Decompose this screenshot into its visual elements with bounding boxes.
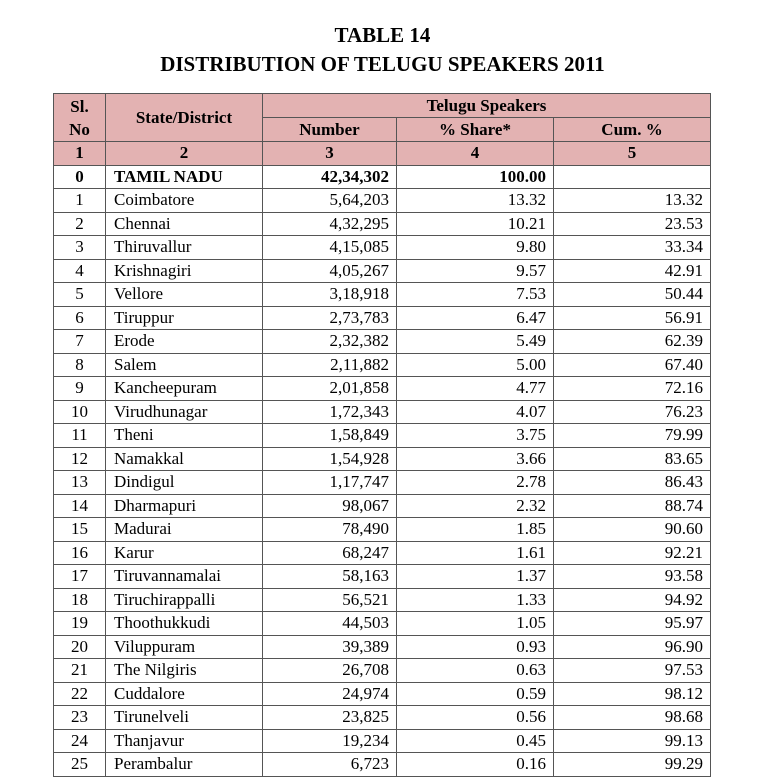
cell-number: 98,067 [263,494,397,518]
cell-number: 26,708 [263,659,397,683]
cell-district-name: Tiruchirappalli [106,588,263,612]
cell-sl-no: 24 [54,729,106,753]
cell-cum: 86.43 [554,471,711,495]
district-row [54,659,711,683]
cell-cum: 79.99 [554,424,711,448]
cell-number: 6,723 [263,753,397,777]
cell-number: 3,18,918 [263,283,397,307]
cell-sl-no: 22 [54,682,106,706]
cell-district-name: Erode [106,330,263,354]
cell-district-name: Tiruppur [106,306,263,330]
district-row [54,518,711,542]
header-share: % Share* [397,118,554,142]
cell-share: 3.75 [397,424,554,448]
cell-sl-no: 20 [54,635,106,659]
district-row [54,494,711,518]
cell-number: 58,163 [263,565,397,589]
district-row [54,471,711,495]
cell-share: 6.47 [397,306,554,330]
cell-number: 2,32,382 [263,330,397,354]
cell-sl-no: 25 [54,753,106,777]
cell-number: 4,32,295 [263,212,397,236]
column-number: 5 [554,142,711,166]
cell-cum: 42.91 [554,259,711,283]
cell-sl-no: 15 [54,518,106,542]
cell-share: 2.78 [397,471,554,495]
district-row [54,236,711,260]
cell-state-name: TAMIL NADU [106,165,263,189]
cell-sl-no: 4 [54,259,106,283]
cell-share: 4.07 [397,400,554,424]
cell-cum: 94.92 [554,588,711,612]
district-row [54,306,711,330]
cell-number: 1,58,849 [263,424,397,448]
cell-cum: 62.39 [554,330,711,354]
cell-number: 2,01,858 [263,377,397,401]
table-header [54,94,711,166]
district-row [54,189,711,213]
cell-share: 5.00 [397,353,554,377]
cell-share: 9.80 [397,236,554,260]
telugu-speakers-table [53,93,711,777]
cell-district-name: Thiruvallur [106,236,263,260]
cell-share: 1.85 [397,518,554,542]
district-row [54,353,711,377]
cell-number: 4,05,267 [263,259,397,283]
cell-number: 2,11,882 [263,353,397,377]
column-number: 3 [263,142,397,166]
cell-district-name: Coimbatore [106,189,263,213]
column-number: 4 [397,142,554,166]
cell-district-name: Dindigul [106,471,263,495]
cell-cum: 23.53 [554,212,711,236]
cell-district-name: Chennai [106,212,263,236]
cell-share: 0.63 [397,659,554,683]
cell-cum: 33.34 [554,236,711,260]
cell-district-name: Vellore [106,283,263,307]
cell-cum: 67.40 [554,353,711,377]
cell-district-name: Viluppuram [106,635,263,659]
header-telugu-speakers: Telugu Speakers [263,94,711,118]
cell-district-name: Virudhunagar [106,400,263,424]
cell-cum: 98.68 [554,706,711,730]
cell-cum: 50.44 [554,283,711,307]
cell-share: 3.66 [397,447,554,471]
cell-sl-no: 3 [54,236,106,260]
cell-sl-no: 21 [54,659,106,683]
district-row [54,330,711,354]
district-row [54,729,711,753]
district-row [54,612,711,636]
cell-number: 5,64,203 [263,189,397,213]
cell-share: 0.59 [397,682,554,706]
cell-sl-no: 10 [54,400,106,424]
header-cum: Cum. % [554,118,711,142]
cell-district-name: Thoothukkudi [106,612,263,636]
cell-sl-no: 6 [54,306,106,330]
district-row [54,635,711,659]
cell-district-name: Cuddalore [106,682,263,706]
cell-share: 0.93 [397,635,554,659]
cell-district-name: Tiruvannamalai [106,565,263,589]
cell-cum: 72.16 [554,377,711,401]
cell-cum: 88.74 [554,494,711,518]
cell-cum: 98.12 [554,682,711,706]
cell-cum: 83.65 [554,447,711,471]
cell-share: 7.53 [397,283,554,307]
cell-cum: 90.60 [554,518,711,542]
cell-share: 1.37 [397,565,554,589]
cell-district-name: Namakkal [106,447,263,471]
table-title: TABLE 14 [334,23,431,47]
header-sl-line2: No [69,119,90,139]
district-row [54,259,711,283]
cell-district-name: Krishnagiri [106,259,263,283]
cell-cum: 92.21 [554,541,711,565]
district-row [54,424,711,448]
cell-share: 1.61 [397,541,554,565]
cell-cum: 95.97 [554,612,711,636]
cell-number: 42,34,302 [263,165,397,189]
cell-number: 4,15,085 [263,236,397,260]
cell-sl-no: 1 [54,189,106,213]
cell-district-name: Salem [106,353,263,377]
cell-number: 68,247 [263,541,397,565]
cell-number: 78,490 [263,518,397,542]
cell-number: 1,72,343 [263,400,397,424]
cell-sl-no: 2 [54,212,106,236]
cell-share: 0.56 [397,706,554,730]
cell-sl-no: 17 [54,565,106,589]
cell-district-name: Dharmapuri [106,494,263,518]
cell-district-name: Theni [106,424,263,448]
cell-cum: 99.13 [554,729,711,753]
district-row [54,706,711,730]
cell-number: 23,825 [263,706,397,730]
state-total-row [54,165,711,189]
cell-sl-no: 14 [54,494,106,518]
cell-share: 2.32 [397,494,554,518]
district-row [54,447,711,471]
table-body [54,165,711,776]
cell-district-name: Tirunelveli [106,706,263,730]
cell-number: 2,73,783 [263,306,397,330]
cell-sl-no: 7 [54,330,106,354]
cell-share: 100.00 [397,165,554,189]
header-state-district: State/District [106,94,263,142]
cell-share: 1.05 [397,612,554,636]
cell-share: 5.49 [397,330,554,354]
district-row [54,212,711,236]
district-row [54,541,711,565]
cell-cum: 96.90 [554,635,711,659]
header-sl-line1: Sl. [70,96,89,116]
cell-share: 1.33 [397,588,554,612]
cell-district-name: Madurai [106,518,263,542]
cell-share: 0.16 [397,753,554,777]
cell-cum: 56.91 [554,306,711,330]
cell-number: 44,503 [263,612,397,636]
cell-number: 39,389 [263,635,397,659]
cell-cum: 76.23 [554,400,711,424]
cell-district-name: Kancheepuram [106,377,263,401]
header-sl-no [54,94,106,142]
cell-share: 13.32 [397,189,554,213]
cell-sl-no: 12 [54,447,106,471]
cell-cum: 97.53 [554,659,711,683]
cell-cum: 93.58 [554,565,711,589]
header-number: Number [263,118,397,142]
cell-sl-no: 5 [54,283,106,307]
cell-sl-no: 16 [54,541,106,565]
cell-number: 1,17,747 [263,471,397,495]
cell-cum: 13.32 [554,189,711,213]
district-row [54,400,711,424]
cell-sl-no: 18 [54,588,106,612]
cell-district-name: Thanjavur [106,729,263,753]
district-row [54,588,711,612]
cell-share: 10.21 [397,212,554,236]
cell-cum [554,165,711,189]
cell-number: 1,54,928 [263,447,397,471]
cell-sl-no: 11 [54,424,106,448]
cell-sl-no: 8 [54,353,106,377]
cell-number: 56,521 [263,588,397,612]
column-number: 2 [106,142,263,166]
column-number: 1 [54,142,106,166]
table-subtitle: DISTRIBUTION OF TELUGU SPEAKERS 2011 [160,52,605,76]
cell-sl-no: 13 [54,471,106,495]
cell-share: 4.77 [397,377,554,401]
cell-number: 24,974 [263,682,397,706]
cell-sl-no: 9 [54,377,106,401]
cell-district-name: Karur [106,541,263,565]
cell-district-name: The Nilgiris [106,659,263,683]
cell-cum: 99.29 [554,753,711,777]
cell-sl-no: 0 [54,165,106,189]
cell-sl-no: 23 [54,706,106,730]
district-row [54,377,711,401]
district-row [54,682,711,706]
district-row [54,565,711,589]
district-row [54,753,711,777]
cell-district-name: Perambalur [106,753,263,777]
cell-share: 9.57 [397,259,554,283]
cell-sl-no: 19 [54,612,106,636]
district-row [54,283,711,307]
cell-share: 0.45 [397,729,554,753]
cell-number: 19,234 [263,729,397,753]
